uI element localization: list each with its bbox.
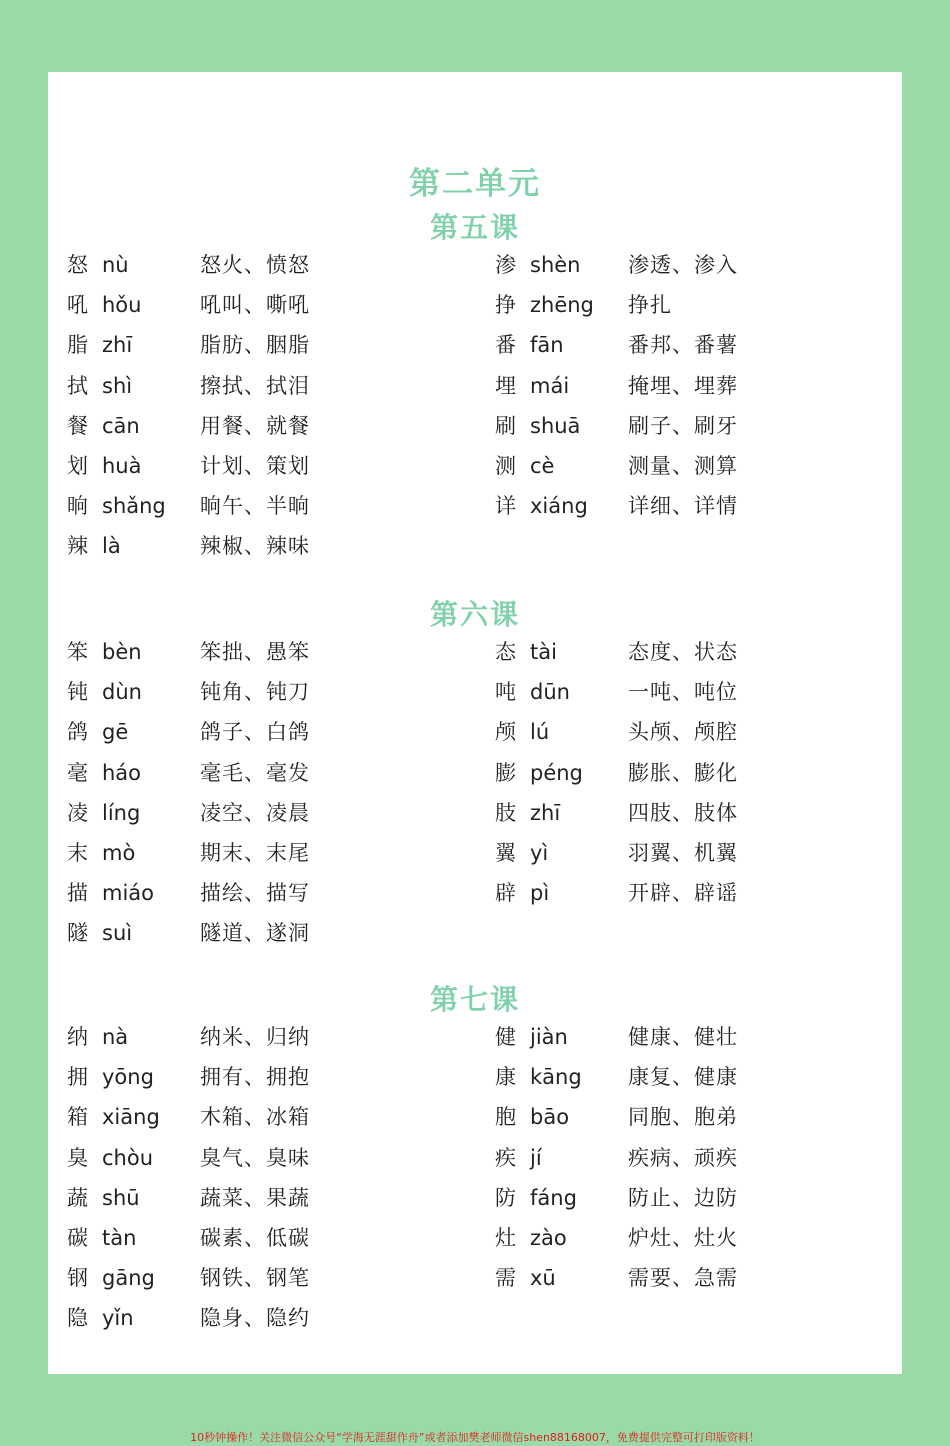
vocab-words: 疾病、顽疾 xyxy=(628,1145,738,1170)
vocab-character: 脂 xyxy=(67,333,88,358)
vocab-character: 拥 xyxy=(67,1065,88,1090)
vocab-character: 纳 xyxy=(67,1025,88,1049)
vocab-pinyin: shuā xyxy=(530,413,581,438)
vocab-character: 测 xyxy=(495,454,516,478)
vocab-character: 康 xyxy=(495,1065,516,1090)
vocab-character: 箱 xyxy=(67,1105,88,1130)
vocab-words: 挣扎 xyxy=(628,293,672,318)
vocab-character: 需 xyxy=(495,1266,516,1291)
vocab-character: 晌 xyxy=(67,494,88,519)
vocab-words: 详细、详情 xyxy=(628,494,738,519)
vocab-words: 掩埋、埋葬 xyxy=(628,373,738,398)
vocab-pinyin: mò xyxy=(102,841,136,865)
vocab-pinyin: zào xyxy=(530,1226,567,1250)
vocab-pinyin: gāng xyxy=(102,1266,155,1291)
vocab-words: 康复、健康 xyxy=(628,1065,738,1090)
vocab-pinyin: jiàn xyxy=(530,1025,568,1049)
vocab-words: 头颅、颅腔 xyxy=(628,720,738,745)
vocab-words: 臭气、臭味 xyxy=(200,1145,310,1170)
vocab-words: 蔬菜、果蔬 xyxy=(200,1185,310,1210)
vocab-words: 纳米、归纳 xyxy=(200,1025,310,1049)
vocab-character: 吼 xyxy=(67,293,88,318)
vocab-pinyin: là xyxy=(102,534,121,559)
lesson-title: 第五课 xyxy=(429,211,520,244)
vocab-words: 期末、末尾 xyxy=(200,841,310,865)
vocab-pinyin: péng xyxy=(530,760,583,785)
vocab-character: 鸽 xyxy=(67,720,88,745)
vocab-words: 开辟、辟谣 xyxy=(628,881,738,906)
vocab-character: 餐 xyxy=(67,413,88,438)
vocab-pinyin: tài xyxy=(530,640,557,664)
unit-title: 第二单元 xyxy=(409,166,541,202)
vocab-pinyin: gē xyxy=(102,720,129,745)
vocab-pinyin: kāng xyxy=(530,1065,582,1090)
vocab-character: 渗 xyxy=(495,253,516,277)
vocab-character: 钢 xyxy=(67,1266,88,1291)
vocab-pinyin: nù xyxy=(102,253,129,277)
vocab-words: 一吨、吨位 xyxy=(628,680,738,705)
vocab-pinyin: shū xyxy=(102,1185,140,1210)
vocab-character: 臭 xyxy=(67,1145,88,1170)
vocab-character: 毫 xyxy=(67,760,88,785)
vocab-character: 钝 xyxy=(67,680,88,705)
vocab-pinyin: yì xyxy=(530,841,549,865)
vocab-character: 刷 xyxy=(495,413,516,438)
vocab-pinyin: pì xyxy=(530,881,550,906)
vocab-character: 吨 xyxy=(495,680,516,705)
vocab-character: 隐 xyxy=(67,1306,88,1331)
vocab-character: 膨 xyxy=(495,760,516,785)
vocab-pinyin: mái xyxy=(530,373,570,398)
vocab-pinyin: jí xyxy=(530,1145,542,1170)
vocab-words: 番邦、番薯 xyxy=(628,333,738,358)
vocab-words: 隧道、遂洞 xyxy=(200,921,310,946)
vocab-pinyin: zhēng xyxy=(530,293,594,318)
vocab-character: 凌 xyxy=(67,800,88,825)
vocab-pinyin: nà xyxy=(102,1025,129,1049)
vocab-character: 防 xyxy=(495,1185,516,1210)
vocab-pinyin: fáng xyxy=(530,1185,577,1210)
vocab-words: 计划、策划 xyxy=(200,454,310,478)
vocab-pinyin: shǎng xyxy=(102,494,166,519)
vocab-character: 辣 xyxy=(67,534,88,559)
vocab-words: 同胞、胞弟 xyxy=(628,1105,738,1130)
vocab-words: 碳素、低碳 xyxy=(200,1226,310,1250)
footer-notice: 10秒钟操作！关注微信公众号“学海无涯甜作舟”或者添加樊老师微信shen88168007，免费提供完整可打印版资料！ xyxy=(190,1431,760,1444)
vocab-words: 晌午、半晌 xyxy=(200,494,310,519)
vocab-words: 擦拭、拭泪 xyxy=(200,373,310,398)
vocab-words: 钝角、钝刀 xyxy=(200,680,310,705)
vocab-character: 拭 xyxy=(67,373,88,398)
vocab-pinyin: yōng xyxy=(102,1065,154,1090)
worksheet-page xyxy=(48,72,902,1374)
vocab-pinyin: lú xyxy=(530,720,550,745)
vocab-character: 挣 xyxy=(495,293,516,318)
vocab-pinyin: líng xyxy=(102,800,141,825)
vocab-pinyin: dūn xyxy=(530,680,570,705)
vocab-words: 膨胀、膨化 xyxy=(628,760,738,785)
vocab-words: 凌空、凌晨 xyxy=(200,800,310,825)
vocab-pinyin: miáo xyxy=(102,881,155,906)
vocab-pinyin: shì xyxy=(102,373,133,398)
vocab-pinyin: xiāng xyxy=(102,1105,160,1130)
vocab-character: 态 xyxy=(495,640,516,664)
vocab-character: 碳 xyxy=(67,1226,88,1250)
vocab-pinyin: xū xyxy=(530,1266,556,1291)
vocab-pinyin: suì xyxy=(102,921,133,946)
vocab-character: 埋 xyxy=(495,373,516,398)
vocab-words: 刷子、刷牙 xyxy=(628,413,738,438)
vocab-words: 毫毛、毫发 xyxy=(200,760,310,785)
vocab-pinyin: fān xyxy=(530,333,564,358)
vocab-pinyin: zhī xyxy=(102,333,133,358)
vocab-words: 需要、急需 xyxy=(628,1266,738,1291)
vocab-words: 鸽子、白鸽 xyxy=(200,720,310,745)
vocab-words: 脂肪、胭脂 xyxy=(200,333,310,358)
vocab-words: 辣椒、辣味 xyxy=(200,534,310,559)
vocab-words: 钢铁、钢笔 xyxy=(200,1266,310,1291)
vocab-pinyin: yǐn xyxy=(102,1306,134,1331)
vocab-character: 末 xyxy=(67,841,88,865)
vocab-character: 胞 xyxy=(495,1105,516,1130)
vocab-character: 健 xyxy=(495,1025,516,1049)
vocab-words: 健康、健壮 xyxy=(628,1025,738,1049)
vocab-character: 蔬 xyxy=(67,1185,88,1210)
vocab-character: 隧 xyxy=(67,921,88,946)
vocab-words: 炉灶、灶火 xyxy=(628,1226,738,1250)
vocab-words: 羽翼、机翼 xyxy=(628,841,738,865)
vocab-pinyin: shèn xyxy=(530,253,581,277)
vocab-pinyin: xiáng xyxy=(530,494,588,519)
vocab-character: 笨 xyxy=(67,640,88,664)
vocab-pinyin: háo xyxy=(102,760,142,785)
lesson-title: 第六课 xyxy=(429,598,520,631)
vocab-pinyin: cān xyxy=(102,413,140,438)
vocab-words: 用餐、就餐 xyxy=(200,413,310,438)
vocab-words: 渗透、渗入 xyxy=(628,253,738,277)
vocab-character: 肢 xyxy=(495,800,516,825)
vocab-words: 吼叫、嘶吼 xyxy=(200,293,310,318)
vocab-character: 详 xyxy=(495,494,516,519)
vocab-character: 划 xyxy=(67,454,88,478)
vocab-words: 隐身、隐约 xyxy=(200,1306,310,1331)
vocab-words: 防止、边防 xyxy=(628,1185,738,1210)
vocab-words: 木箱、冰箱 xyxy=(200,1105,310,1130)
vocab-pinyin: bāo xyxy=(530,1105,570,1130)
lesson-title: 第七课 xyxy=(429,983,520,1016)
vocab-pinyin: huà xyxy=(102,454,142,478)
vocab-character: 灶 xyxy=(495,1226,516,1250)
vocab-pinyin: cè xyxy=(530,454,555,478)
vocab-words: 态度、状态 xyxy=(628,640,738,664)
vocab-words: 测量、测算 xyxy=(628,454,738,478)
vocab-character: 疾 xyxy=(495,1145,516,1170)
vocab-words: 四肢、肢体 xyxy=(628,800,738,825)
vocab-pinyin: dùn xyxy=(102,680,142,705)
vocab-character: 描 xyxy=(67,881,88,906)
vocab-character: 翼 xyxy=(495,841,516,865)
vocab-pinyin: hǒu xyxy=(102,293,142,318)
vocab-pinyin: bèn xyxy=(102,640,142,664)
vocab-character: 辟 xyxy=(495,881,516,906)
vocab-pinyin: chòu xyxy=(102,1145,154,1170)
vocab-words: 描绘、描写 xyxy=(200,881,310,906)
vocab-pinyin: zhī xyxy=(530,800,561,825)
vocab-character: 颅 xyxy=(495,720,516,745)
vocab-character: 怒 xyxy=(67,253,88,277)
vocab-pinyin: tàn xyxy=(102,1226,137,1250)
vocab-words: 拥有、拥抱 xyxy=(200,1065,310,1090)
vocab-words: 怒火、愤怒 xyxy=(200,253,310,277)
vocab-words: 笨拙、愚笨 xyxy=(200,640,310,664)
vocab-character: 番 xyxy=(495,333,516,358)
